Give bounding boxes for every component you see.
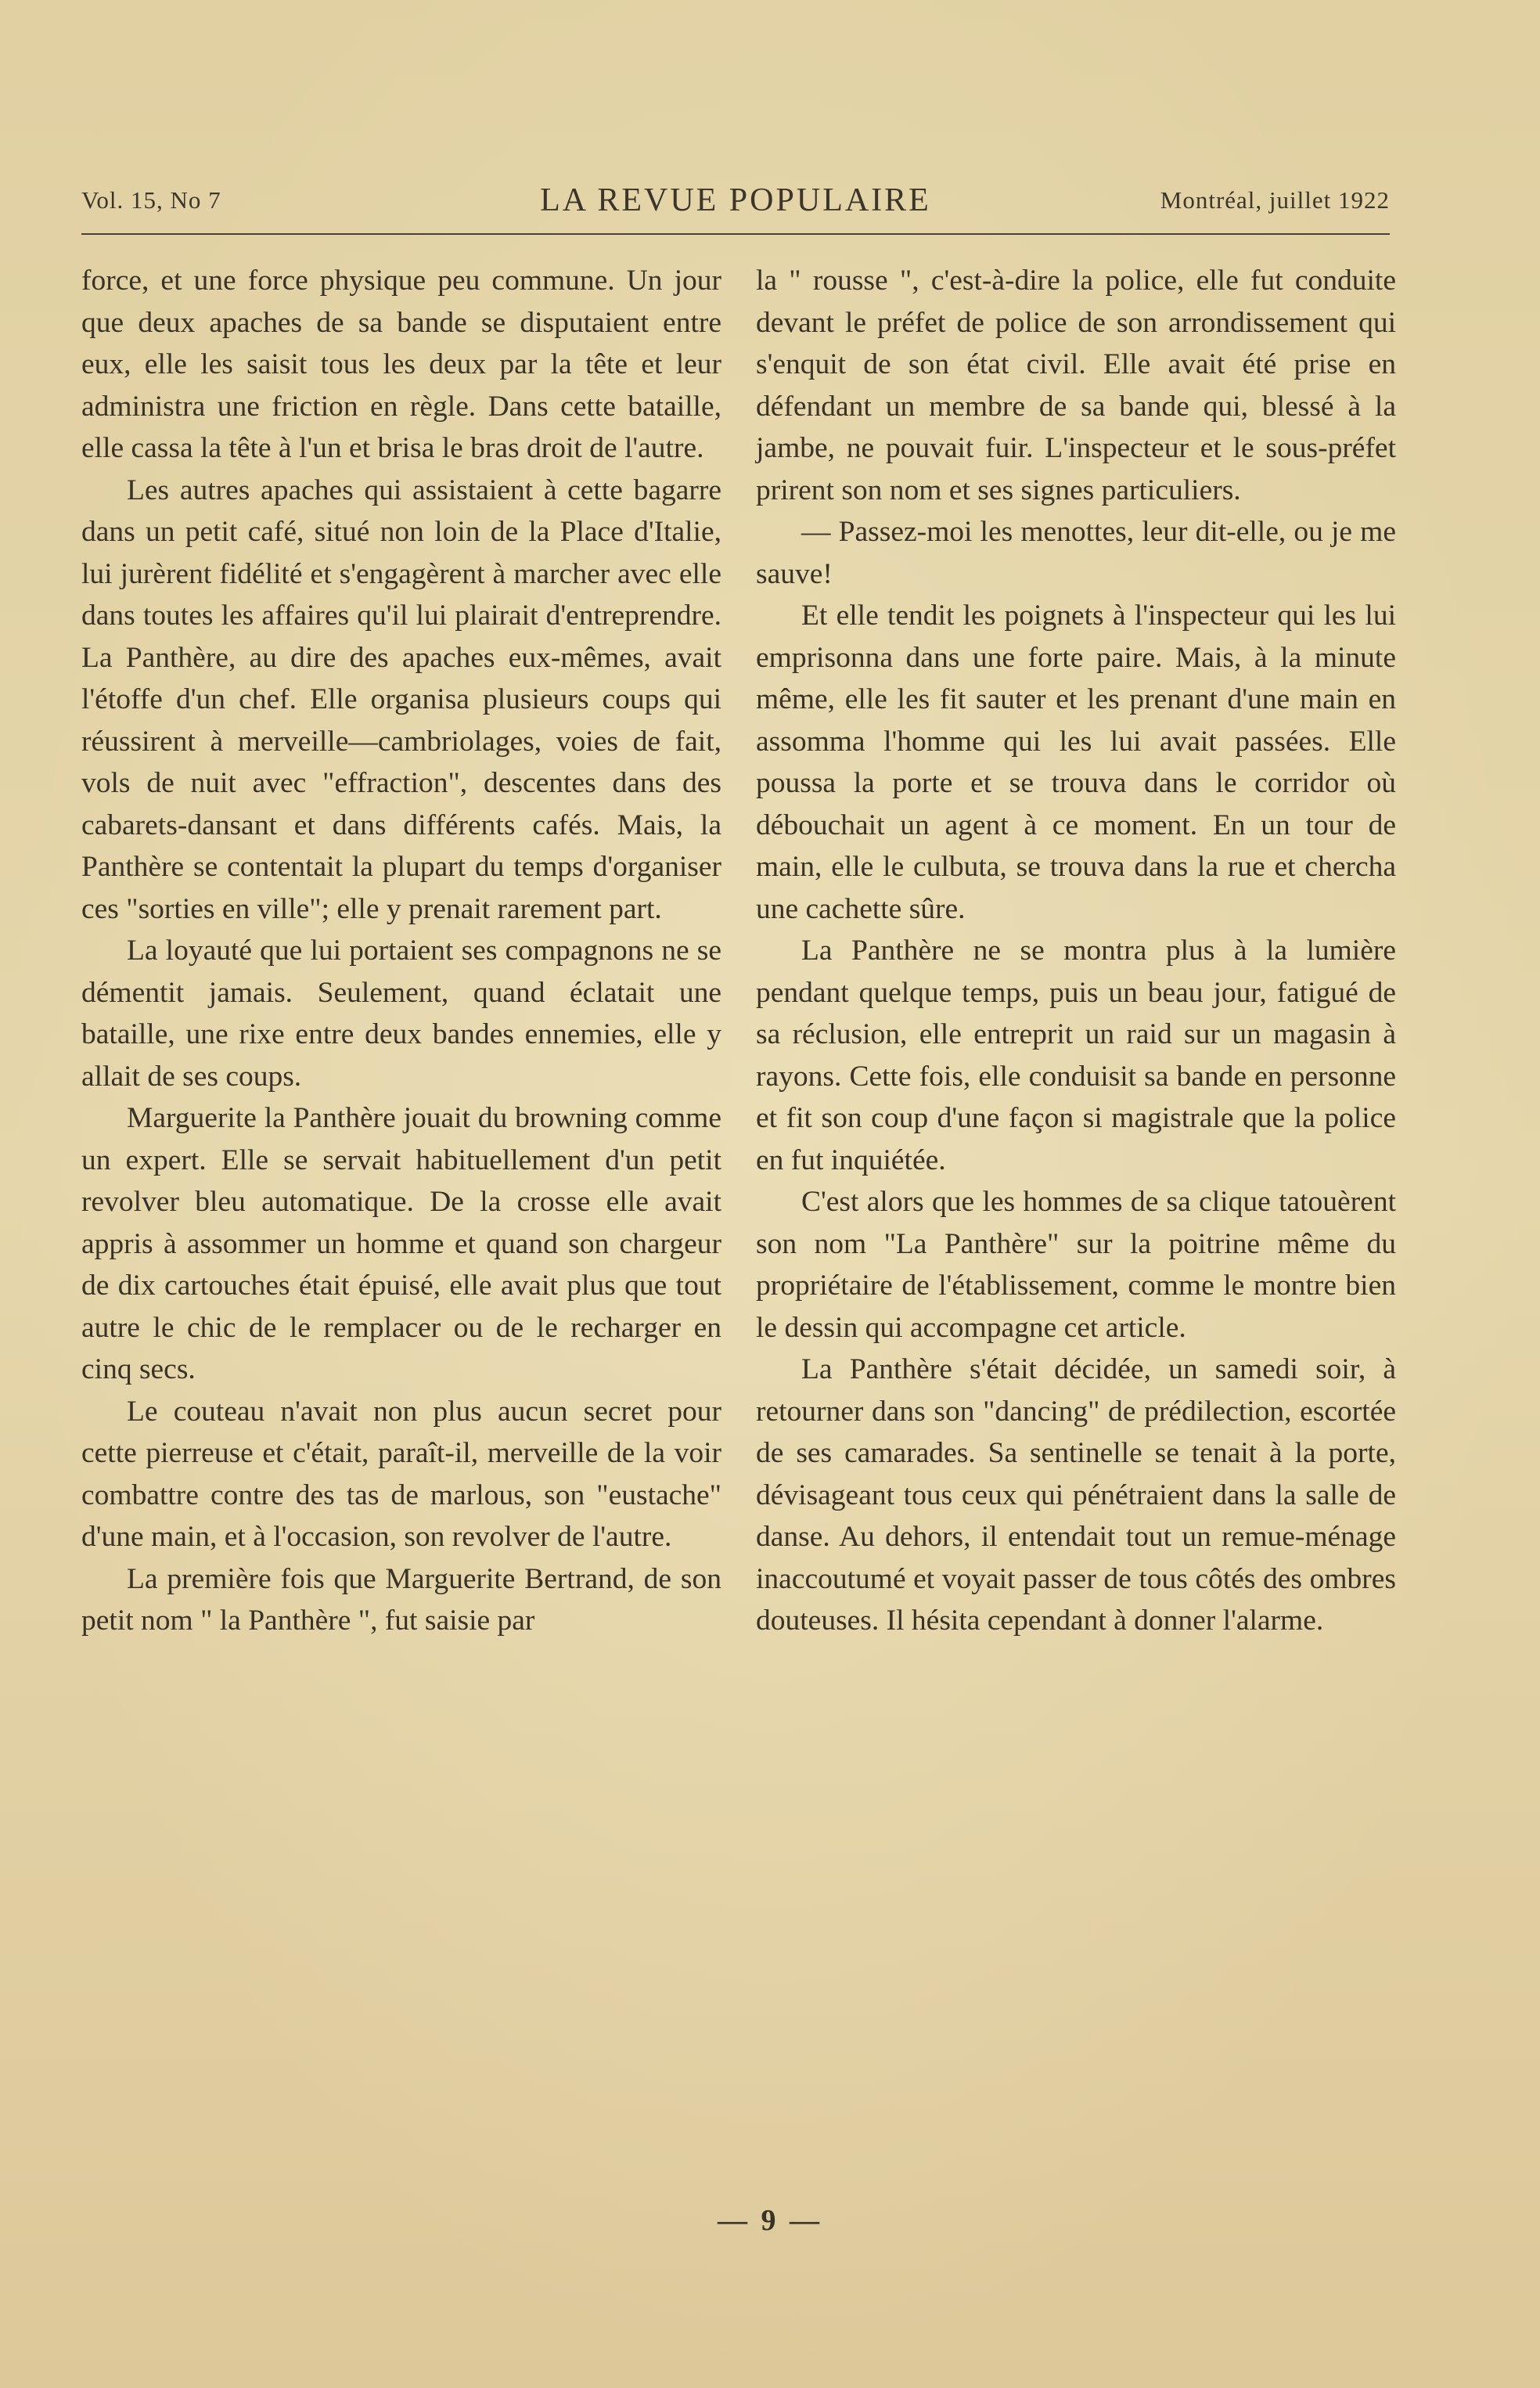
paragraph: Le couteau n'avait non plus aucun secret pour cette pierreuse et c'était, paraît-il, merveille de la voir combattre contre des tas de marlous, son "eustache" d'une main, et à l'occasion, son revolver de l'autre. bbox=[81, 1395, 721, 1553]
paragraph: Les autres apaches qui assistaient à cette bagarre dans un petit café, situé non loin de la Place d'Italie, lui jurèrent fidélité et s'engagèrent à marcher avec elle dans toutes les affaires qu'il lui plairait d'entreprendre. La Panthère, au dire des apaches eux-mêmes, avait l'étoffe d'un chef. Elle organisa plusieurs coups qui réussirent à merveille—cambriolages, voies de fait, vols de nuit avec "effraction", descentes dans des cabarets-dansant et dans différents cafés. Mais, la Panthère se contentait la plupart du temps d'organiser ces "sorties en ville"; elle y prenait rarement part. bbox=[81, 474, 721, 925]
paragraph: — Passez-moi les menottes, leur dit-elle, ou je me sauve! bbox=[756, 516, 1396, 590]
paragraph: C'est alors que les hommes de sa clique tatouèrent son nom "La Panthère" sur la poitrine même du propriétaire de l'établissement, comme le montre bien le dessin qui accompagne cet article. bbox=[756, 1186, 1396, 1344]
paragraph: la " rousse ", c'est-à-dire la police, elle fut conduite devant le préfet de police de son arrondissement qui s'enquit de son état civil. Elle avait été prise en défendant un membre de sa bande qui, blessé à la jambe, ne pouvait fuir. L'inspecteur et le sous-préfet prirent son nom et ses signes particuliers. bbox=[756, 265, 1396, 506]
paragraph: La loyauté que lui portaient ses compagnons ne se démentit jamais. Seulement, quand éclatait une bataille, une rixe entre deux bandes ennemies, elle y allait de ses coups. bbox=[81, 935, 721, 1093]
paragraph: Marguerite la Panthère jouait du browning comme un expert. Elle se servait habituellement d'un petit revolver bleu automatique. De la crosse elle avait appris à assommer un homme et quand son chargeur de dix cartouches était épuisé, elle avait plus que tout autre le chic de le remplacer ou de le recharger en cinq secs. bbox=[81, 1102, 721, 1385]
paragraph: La Panthère ne se montra plus à la lumière pendant quelque temps, puis un beau jour, fatigué de sa réclusion, elle entreprit un raid sur un magasin à rayons. Cette fois, elle conduisit sa bande en personne et fit son coup d'une façon si magistrale que la police en fut inquiétée. bbox=[756, 935, 1396, 1176]
right-column bbox=[756, 260, 1396, 1642]
publication-title: LA REVUE POPULAIRE bbox=[540, 182, 931, 218]
paragraph: Et elle tendit les poignets à l'inspecteur qui les lui emprisonna dans une forte paire. Mais, à la minute même, elle les fit sauter et les prenant d'une main en assomma l'homme qui les lui avait passées. Elle poussa la porte et se trouva dans le corridor où débouchait un agent à ce moment. En un tour de main, elle le culbuta, se trouva dans la rue et chercha une cachette sûre. bbox=[756, 600, 1396, 925]
paragraph: force, et une force physique peu commune. Un jour que deux apaches de sa bande se disputaient entre eux, elle les saisit tous les deux par la tête et leur administra une friction en règle. Dans cette bataille, elle cassa la tête à l'un et brisa le bras droit de l'autre. bbox=[81, 265, 721, 464]
issue-date: Montréal, juillet 1922 bbox=[1160, 186, 1390, 214]
paragraph: La première fois que Marguerite Bertrand, de son petit nom " la Panthère ", fut saisie par bbox=[81, 1562, 721, 1637]
page-number: — 9 — bbox=[718, 2204, 822, 2237]
running-header bbox=[81, 182, 1390, 229]
left-column bbox=[81, 260, 721, 1642]
header-rule bbox=[81, 233, 1390, 235]
paragraph: La Panthère s'était décidée, un samedi soir, à retourner dans son "dancing" de prédilection, escortée de ses camarades. Sa sentinelle se tenait à la porte, dévisageant tous ceux qui pénétraient dans la salle de danse. Au dehors, il entendait tout un remue-ménage inaccoutumé et voyait passer de tous côtés des ombres douteuses. Il hésita cependant à donner l'alarme. bbox=[756, 1353, 1396, 1637]
volume-number: Vol. 15, No 7 bbox=[81, 186, 221, 214]
